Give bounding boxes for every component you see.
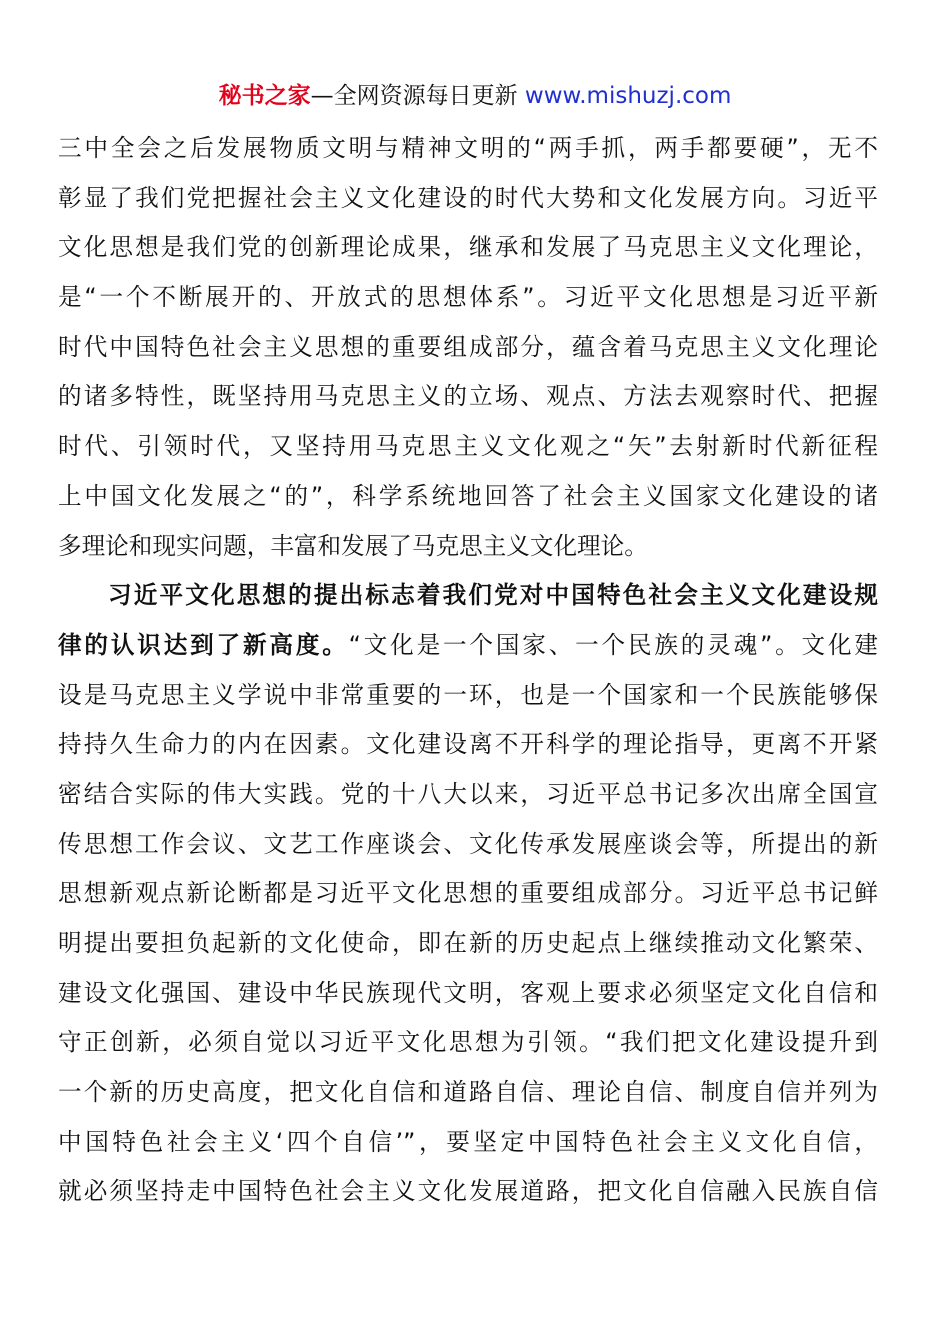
bold-heading-line: 习近平文化思想的提出标志着我们党对中国特色社会主义文化建设规 <box>108 581 878 610</box>
text-line: 就必须坚持走中国特色社会主义文化发展道路，把文化自信融入民族自信 <box>58 1177 878 1206</box>
text-line: 时代、引领时代，又坚持用马克思主义文化观之“矢”去射新时代新征程 <box>58 432 878 461</box>
text-line: 设是马克思主义学说中非常重要的一环，也是一个国家和一个民族能够保 <box>58 680 878 709</box>
bold-heading-end: 律的认识达到了新高度。 <box>58 630 349 659</box>
text-line: 是“一个不断展开的、开放式的思想体系”。习近平文化思想是习近平新 <box>58 283 878 312</box>
header-tagline: —全网资源每日更新 <box>310 83 525 109</box>
text-line: 持持久生命力的内在因素。文化建设离不开科学的理论指导，更离不开紧 <box>58 730 878 759</box>
text-line: 上中国文化发展之“的”，科学系统地回答了社会主义国家文化建设的诸 <box>58 481 878 510</box>
site-url-link[interactable]: www.mishuzj.com <box>524 83 732 109</box>
text-line: 三中全会之后发展物质文明与精神文明的“两手抓，两手都要硬”，无不 <box>58 134 878 162</box>
text-line: 文化思想是我们党的创新理论成果，继承和发展了马克思主义文化理论， <box>58 233 878 262</box>
text-line: 一个新的历史高度，把文化自信和道路自信、理论自信、制度自信并列为 <box>58 1078 878 1107</box>
document-body <box>58 124 878 1217</box>
paragraph-2 <box>58 571 878 1217</box>
text-line: 的诸多特性，既坚持用马克思主义的立场、观点、方法去观察时代、把握 <box>58 382 878 411</box>
brand-name: 秘书之家 <box>218 83 311 109</box>
text-line: 守正创新，必须自觉以习近平文化思想为引领。“我们把文化建设提升到 <box>58 1028 878 1057</box>
text-line: 中国特色社会主义‘四个自信’”，要坚定中国特色社会主义文化自信， <box>58 1127 878 1156</box>
text-line: 彰显了我们党把握社会主义文化建设的时代大势和文化发展方向。习近平 <box>58 183 878 212</box>
text-line: 传思想工作会议、文艺工作座谈会、文化传承发展座谈会等，所提出的新 <box>58 829 878 858</box>
text-line: 明提出要担负起新的文化使命，即在新的历史起点上继续推动文化繁荣、 <box>58 929 878 957</box>
text-line: 思想新观点新论断都是习近平文化思想的重要组成部分。习近平总书记鲜 <box>58 879 878 908</box>
paragraph-1 <box>58 124 878 571</box>
text-line: 多理论和现实问题，丰富和发展了马克思主义文化理论。 <box>58 531 648 560</box>
site-header <box>0 80 950 112</box>
text-line: 时代中国特色社会主义思想的重要组成部分，蕴含着马克思主义文化理论 <box>58 332 878 361</box>
text-line <box>58 621 878 671</box>
text-line: 建设文化强国、建设中华民族现代文明，客观上要求必须坚定文化自信和 <box>58 978 878 1007</box>
text-line: 密结合实际的伟大实践。党的十八大以来，习近平总书记多次出席全国宣 <box>58 779 878 808</box>
line-rest: “文化是一个国家、一个民族的灵魂”。文化建 <box>348 630 879 659</box>
